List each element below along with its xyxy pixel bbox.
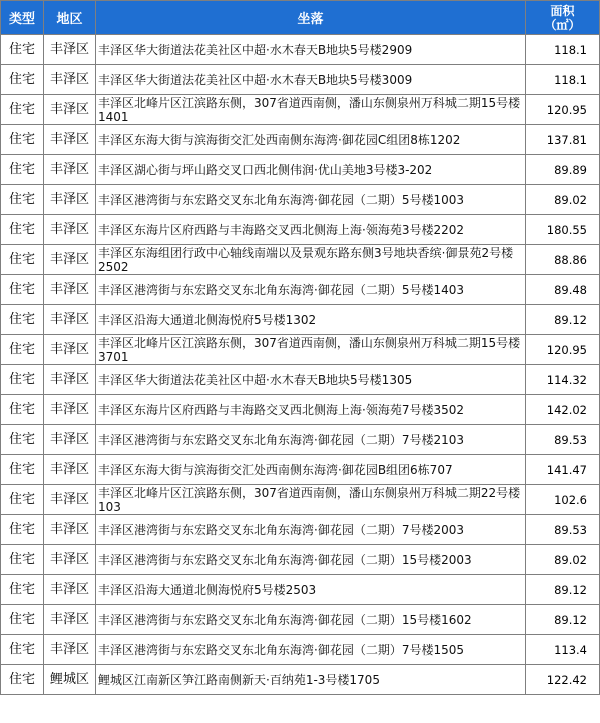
table-row — [1, 635, 600, 665]
header-area: 地区 — [44, 1, 96, 35]
cell-type: 住宅 — [1, 155, 44, 185]
cell-address: 丰泽区北峰片区江滨路东侧，307省道西南侧，潘山东侧泉州万科城二期15号楼3701 — [96, 335, 526, 365]
cell-area: 丰泽区 — [44, 95, 96, 125]
cell-type: 住宅 — [1, 425, 44, 455]
cell-area: 丰泽区 — [44, 365, 96, 395]
cell-type: 住宅 — [1, 365, 44, 395]
cell-type: 住宅 — [1, 605, 44, 635]
cell-size: 118.1 — [526, 65, 600, 95]
cell-type: 住宅 — [1, 635, 44, 665]
header-size-unit: （㎡） — [544, 17, 581, 32]
cell-type: 住宅 — [1, 185, 44, 215]
cell-address: 丰泽区华大街道法花美社区中超·水木春天B地块5号楼2909 — [96, 35, 526, 65]
cell-address: 丰泽区华大街道法花美社区中超·水木春天B地块5号楼3009 — [96, 65, 526, 95]
cell-size: 89.02 — [526, 545, 600, 575]
cell-area: 丰泽区 — [44, 545, 96, 575]
cell-type: 住宅 — [1, 305, 44, 335]
cell-area: 丰泽区 — [44, 575, 96, 605]
table-row — [1, 425, 600, 455]
cell-address: 丰泽区港湾街与东宏路交叉东北角东海湾·御花园（二期）15号楼1602 — [96, 605, 526, 635]
cell-area: 丰泽区 — [44, 455, 96, 485]
table-row — [1, 605, 600, 635]
cell-size: 137.81 — [526, 125, 600, 155]
table-row — [1, 515, 600, 545]
cell-address: 丰泽区港湾街与东宏路交叉东北角东海湾·御花园（二期）5号楼1403 — [96, 275, 526, 305]
cell-size: 88.86 — [526, 245, 600, 275]
table-row — [1, 275, 600, 305]
table-row — [1, 485, 600, 515]
cell-address: 丰泽区沿海大通道北侧海悦府5号楼1302 — [96, 305, 526, 335]
cell-size: 89.53 — [526, 425, 600, 455]
cell-size: 118.1 — [526, 35, 600, 65]
cell-area: 丰泽区 — [44, 245, 96, 275]
table-row — [1, 365, 600, 395]
cell-area: 丰泽区 — [44, 185, 96, 215]
cell-area: 丰泽区 — [44, 605, 96, 635]
table-row — [1, 125, 600, 155]
cell-address: 丰泽区港湾街与东宏路交叉东北角东海湾·御花园（二期）15号楼2003 — [96, 545, 526, 575]
cell-type: 住宅 — [1, 245, 44, 275]
cell-area: 丰泽区 — [44, 65, 96, 95]
cell-type: 住宅 — [1, 515, 44, 545]
table-row — [1, 185, 600, 215]
cell-address: 丰泽区东海片区府西路与丰海路交叉西北侧海上海·领海苑3号楼2202 — [96, 215, 526, 245]
table-row — [1, 665, 600, 695]
table-row — [1, 215, 600, 245]
cell-area: 丰泽区 — [44, 395, 96, 425]
cell-size: 122.42 — [526, 665, 600, 695]
watermark-overlay — [450, 695, 600, 723]
cell-size: 89.12 — [526, 305, 600, 335]
cell-type: 住宅 — [1, 65, 44, 95]
header-size-label: 面积 — [550, 3, 575, 18]
cell-size: 120.95 — [526, 335, 600, 365]
cell-area: 丰泽区 — [44, 335, 96, 365]
table-row — [1, 455, 600, 485]
cell-size: 141.47 — [526, 455, 600, 485]
table-row — [1, 395, 600, 425]
cell-area: 丰泽区 — [44, 35, 96, 65]
cell-type: 住宅 — [1, 395, 44, 425]
table-row — [1, 95, 600, 125]
cell-size: 180.55 — [526, 215, 600, 245]
cell-address: 丰泽区沿海大通道北侧海悦府5号楼2503 — [96, 575, 526, 605]
table-row — [1, 65, 600, 95]
cell-type: 住宅 — [1, 545, 44, 575]
table-row — [1, 305, 600, 335]
table-body — [1, 35, 600, 695]
cell-type: 住宅 — [1, 95, 44, 125]
cell-type: 住宅 — [1, 125, 44, 155]
cell-address: 丰泽区港湾街与东宏路交叉东北角东海湾·御花园（二期）5号楼1003 — [96, 185, 526, 215]
cell-type: 住宅 — [1, 215, 44, 245]
cell-size: 89.53 — [526, 515, 600, 545]
cell-area: 丰泽区 — [44, 275, 96, 305]
cell-size: 114.32 — [526, 365, 600, 395]
header-row — [1, 1, 600, 35]
cell-area: 丰泽区 — [44, 515, 96, 545]
cell-type: 住宅 — [1, 485, 44, 515]
cell-area: 丰泽区 — [44, 125, 96, 155]
cell-address: 丰泽区北峰片区江滨路东侧，307省道西南侧，潘山东侧泉州万科城二期15号楼1401 — [96, 95, 526, 125]
table-row — [1, 35, 600, 65]
cell-size: 89.89 — [526, 155, 600, 185]
cell-address: 丰泽区华大街道法花美社区中超·水木春天B地块5号楼1305 — [96, 365, 526, 395]
cell-address: 丰泽区东海组团行政中心轴线南端以及景观东路东侧3号地块香缤·御景苑2号楼2502 — [96, 245, 526, 275]
cell-type: 住宅 — [1, 455, 44, 485]
cell-size: 102.6 — [526, 485, 600, 515]
header-size — [526, 1, 600, 35]
cell-area: 鲤城区 — [44, 665, 96, 695]
cell-address: 丰泽区港湾街与东宏路交叉东北角东海湾·御花园（二期）7号楼2103 — [96, 425, 526, 455]
cell-address: 丰泽区东海大街与滨海街交汇处西南侧东海湾·御花园C组团8栋1202 — [96, 125, 526, 155]
cell-area: 丰泽区 — [44, 635, 96, 665]
table-row — [1, 335, 600, 365]
cell-size: 142.02 — [526, 395, 600, 425]
table-row — [1, 545, 600, 575]
cell-size: 120.95 — [526, 95, 600, 125]
cell-address: 丰泽区港湾街与东宏路交叉东北角东海湾·御花园（二期）7号楼2003 — [96, 515, 526, 545]
cell-area: 丰泽区 — [44, 485, 96, 515]
cell-area: 丰泽区 — [44, 305, 96, 335]
cell-address: 丰泽区港湾街与东宏路交叉东北角东海湾·御花园（二期）7号楼1505 — [96, 635, 526, 665]
cell-area: 丰泽区 — [44, 425, 96, 455]
header-address: 坐落 — [96, 1, 526, 35]
table-row — [1, 245, 600, 275]
cell-type: 住宅 — [1, 665, 44, 695]
cell-size: 89.12 — [526, 605, 600, 635]
table-row — [1, 575, 600, 605]
cell-address: 丰泽区北峰片区江滨路东侧，307省道西南侧，潘山东侧泉州万科城二期22号楼103 — [96, 485, 526, 515]
cell-size: 113.4 — [526, 635, 600, 665]
table-row — [1, 155, 600, 185]
table-header — [1, 1, 600, 35]
cell-type: 住宅 — [1, 335, 44, 365]
header-type: 类型 — [1, 1, 44, 35]
cell-address: 丰泽区东海大街与滨海街交汇处西南侧东海湾·御花园B组团6栋707 — [96, 455, 526, 485]
cell-address: 鲤城区江南新区笋江路南侧新天·百纳苑1-3号楼1705 — [96, 665, 526, 695]
cell-size: 89.12 — [526, 575, 600, 605]
cell-type: 住宅 — [1, 575, 44, 605]
cell-size: 89.48 — [526, 275, 600, 305]
cell-type: 住宅 — [1, 35, 44, 65]
cell-area: 丰泽区 — [44, 155, 96, 185]
cell-address: 丰泽区湖心街与坪山路交叉口西北侧伟润·优山美地3号楼3-202 — [96, 155, 526, 185]
cell-address: 丰泽区东海片区府西路与丰海路交叉西北侧海上海·领海苑7号楼3502 — [96, 395, 526, 425]
cell-size: 89.02 — [526, 185, 600, 215]
cell-type: 住宅 — [1, 275, 44, 305]
cell-area: 丰泽区 — [44, 215, 96, 245]
